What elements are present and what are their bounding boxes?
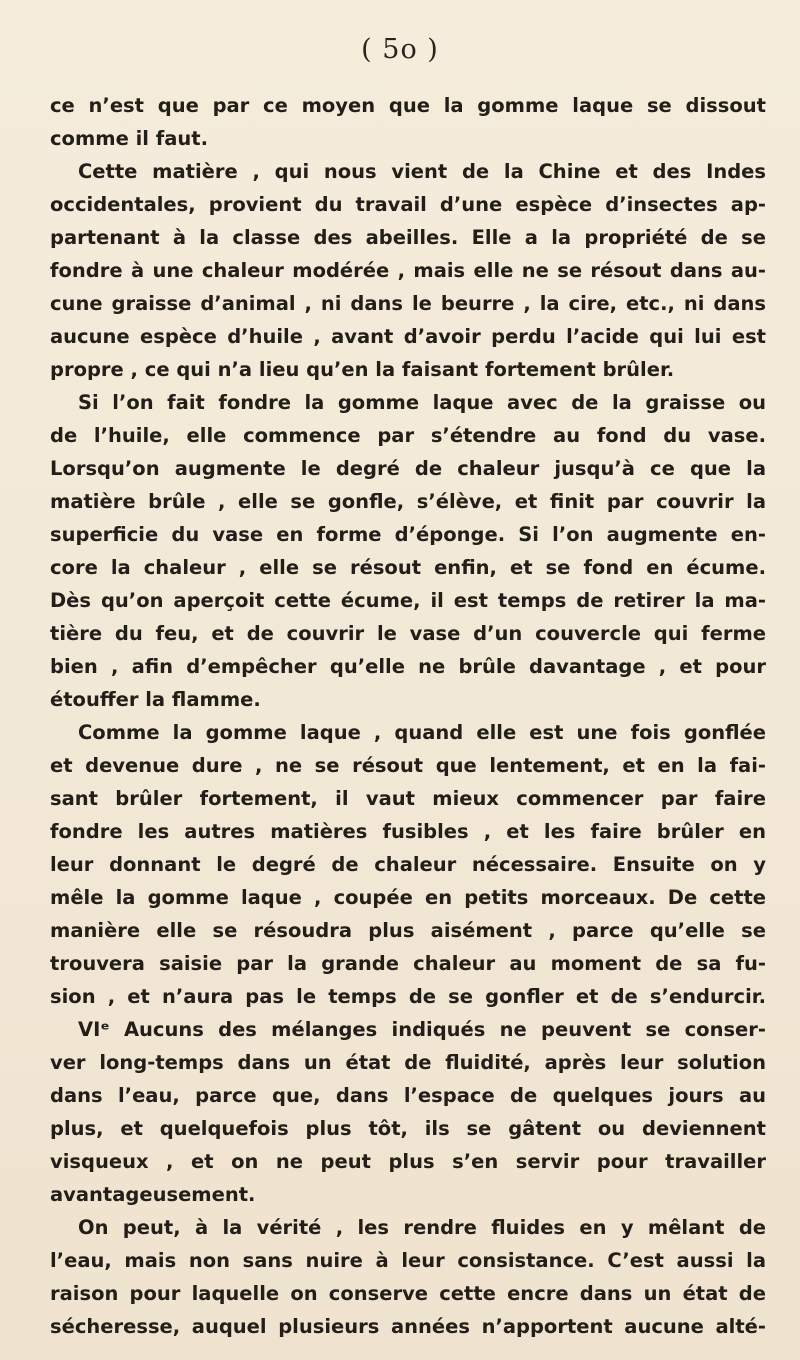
text-line: de l’huile, elle commence par s’étendre au fond du vase. [50,424,766,447]
text-line: étouffer la flamme. [50,688,261,711]
text-line: trouvera saisie par la grande chaleur au moment de sa fu- [50,952,766,975]
text-line: l’eau, mais non sans nuire à leur consistance. C’est aussi la [50,1249,766,1272]
text-line: et devenue dure , ne se résout que lentement, et en la fai- [50,754,766,777]
text-line: avantageusement. [50,1183,256,1206]
text-line: On peut, à la vérité , les rendre fluides en y mêlant de [78,1216,766,1239]
text-line: comme il faut. [50,127,209,150]
text-line: VIᵉ Aucuns des mélanges indiqués ne peuvent se conser- [78,1018,766,1041]
text-line: partenant à la classe des abeilles. Elle a la propriété de se [50,226,766,249]
text-line: mêle la gomme laque , coupée en petits morceaux. De cette [50,886,766,909]
text-line: leur donnant le degré de chaleur nécessaire. Ensuite on y [50,853,766,876]
text-line: raison pour laquelle on conserve cette encre dans un état de [50,1282,766,1305]
text-line: tière du feu, et de couvrir le vase d’un couvercle qui ferme [50,622,766,645]
page-number: ( 5o ) [361,34,439,65]
text-line: superficie du vase en forme d’éponge. Si l’on augmente en- [50,523,766,546]
text-line: manière elle se résoudra plus aisément , parce qu’elle se [50,919,766,942]
text-line: dans l’eau, parce que, dans l’espace de quelques jours au [50,1084,766,1107]
text-line: sécheresse, auquel plusieurs années n’apportent aucune alté- [50,1315,766,1338]
text-line: visqueux , et on ne peut plus s’en servir pour travailler [50,1150,766,1173]
text-line: aucune espèce d’huile , avant d’avoir perdu l’acide qui lui est [50,325,766,348]
text-line: cune graisse d’animal , ni dans le beurre , la cire, etc., ni dans [50,292,766,315]
text-line: occidentales, provient du travail d’une espèce d’insectes ap- [50,193,766,216]
text-line: Lorsqu’on augmente le degré de chaleur jusqu’à ce que la [50,457,766,480]
text-line: matière brûle , elle se gonfle, s’élève, et finit par couvrir la [50,490,766,513]
text-line: Si l’on fait fondre la gomme laque avec de la graisse ou [78,391,766,414]
text-line: fondre à une chaleur modérée , mais elle ne se résout dans au- [50,259,766,282]
text-line: bien , afin d’empêcher qu’elle ne brûle davantage , et pour [50,655,766,678]
text-line: fondre les autres matières fusibles , et les faire brûler en [50,820,766,843]
text-line: ver long-temps dans un état de fluidité, après leur solution [50,1051,766,1074]
text-line: propre , ce qui n’a lieu qu’en la faisant fortement brûler. [50,358,675,381]
text-line: sant brûler fortement, il vaut mieux commencer par faire [50,787,766,810]
body-text [50,89,766,1343]
text-line: Dès qu’on aperçoit cette écume, il est temps de retirer la ma- [50,589,766,612]
text-line: core la chaleur , elle se résout enfin, et se fond en écume. [50,556,766,579]
text-line: ce n’est que par ce moyen que la gomme laque se dissout [50,94,766,117]
text-line: Cette matière , qui nous vient de la Chine et des Indes [78,160,766,183]
text-line: sion , et n’aura pas le temps de se gonfler et de s’endurcir. [50,985,766,1008]
text-line: Comme la gomme laque , quand elle est une fois gonflée [78,721,766,744]
text-line: plus, et quelquefois plus tôt, ils se gâtent ou deviennent [50,1117,766,1140]
